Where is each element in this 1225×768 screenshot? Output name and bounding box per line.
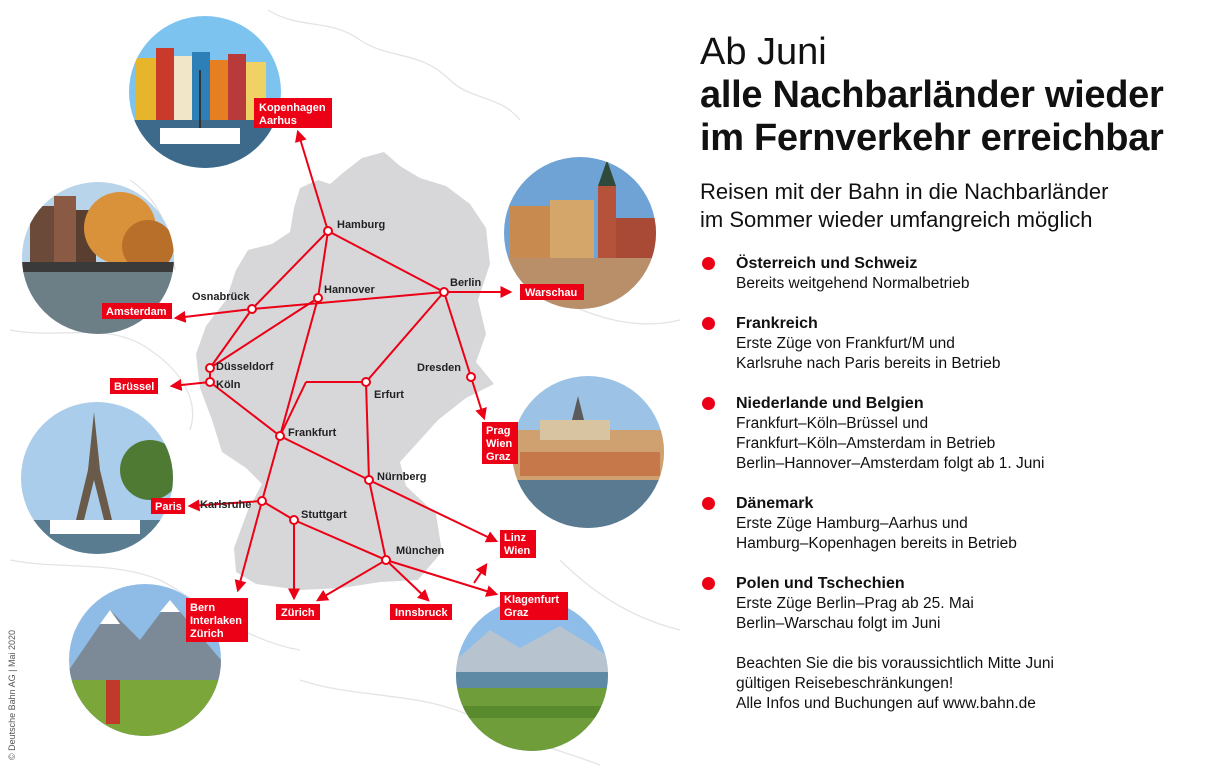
travel-notice <box>700 654 1210 714</box>
subheadline-line2: im Sommer wieder umfangreich möglich <box>700 207 1093 232</box>
country-detail: Berlin–Warschau folgt im Juni <box>736 615 941 632</box>
copenhagen-photo <box>129 16 281 168</box>
dest-zuerich <box>276 604 320 620</box>
dest-bruessel <box>110 378 158 394</box>
svg-text:Zürich: Zürich <box>281 607 315 619</box>
node-koeln <box>206 378 214 386</box>
svg-text:Klagenfurt: Klagenfurt <box>504 594 559 606</box>
subheadline-line1: Reisen mit der Bahn in die Nachbarländer <box>700 179 1109 204</box>
country-title: Dänemark <box>736 495 814 512</box>
country-detail: Hamburg–Kopenhagen bereits in Betrieb <box>736 535 1017 552</box>
country-detail: Frankfurt–Köln–Amsterdam in Betrieb <box>736 435 996 452</box>
city-label-muenchen: München <box>396 545 445 557</box>
svg-text:Paris: Paris <box>155 501 182 513</box>
node-osnabrueck <box>248 305 256 313</box>
country-title: Polen und Tschechien <box>736 575 905 592</box>
country-detail: Erste Züge Hamburg–Aarhus und <box>736 515 968 532</box>
svg-text:Warschau: Warschau <box>525 287 578 299</box>
svg-text:Aarhus: Aarhus <box>259 115 297 127</box>
node-duesseldorf <box>206 364 214 372</box>
city-label-duesseldorf: Düsseldorf <box>216 361 274 373</box>
dest-prag <box>482 422 518 464</box>
headline-main-line1: alle Nachbarländer wieder <box>700 74 1164 116</box>
node-muenchen <box>382 556 390 564</box>
country-item-france <box>700 314 1210 374</box>
country-detail: Frankfurt–Köln–Brüssel und <box>736 415 929 432</box>
country-item-poland-czechia <box>700 574 1210 634</box>
dest-kopenhagen <box>254 98 332 128</box>
country-title: Frankreich <box>736 315 818 332</box>
svg-text:Brüssel: Brüssel <box>114 381 155 393</box>
node-erfurt <box>362 378 370 386</box>
dest-bern <box>186 598 248 642</box>
bullet-dot-icon <box>702 577 715 590</box>
dest-linz <box>500 530 536 558</box>
bullet-dot-icon <box>702 397 715 410</box>
city-label-osnabrueck: Osnabrück <box>192 291 250 303</box>
headline-intro: Ab Juni <box>700 31 827 73</box>
node-berlin <box>440 288 448 296</box>
subheadline <box>700 178 1210 234</box>
country-title: Österreich und Schweiz <box>736 255 918 272</box>
svg-text:Graz: Graz <box>486 451 511 463</box>
dest-paris <box>151 498 185 514</box>
bullet-dot-icon <box>702 497 715 510</box>
bavaria-photo <box>456 599 608 751</box>
paris-photo <box>21 402 180 554</box>
country-list <box>700 254 1210 634</box>
svg-text:Innsbruck: Innsbruck <box>395 607 448 619</box>
node-karlsruhe <box>258 497 266 505</box>
city-label-nuernberg: Nürnberg <box>377 471 427 483</box>
notice-line: Alle Infos und Buchungen auf www.bahn.de <box>736 695 1036 712</box>
svg-text:Graz: Graz <box>504 607 529 619</box>
country-detail: Erste Züge von Frankfurt/M und <box>736 335 955 352</box>
country-detail: Bereits weitgehend Normalbetrieb <box>736 275 970 292</box>
svg-text:Kopenhagen: Kopenhagen <box>259 102 326 114</box>
country-title: Niederlande und Belgien <box>736 395 924 412</box>
country-detail: Berlin–Hannover–Amsterdam folgt ab 1. Juni <box>736 455 1045 472</box>
node-nuernberg <box>365 476 373 484</box>
city-label-stuttgart: Stuttgart <box>301 509 347 521</box>
city-label-dresden: Dresden <box>417 362 462 374</box>
svg-text:Linz: Linz <box>504 532 526 544</box>
dest-amsterdam <box>102 303 172 319</box>
country-detail: Erste Züge Berlin–Prag ab 25. Mai <box>736 595 974 612</box>
bullet-dot-icon <box>702 317 715 330</box>
svg-text:Bern: Bern <box>190 602 216 614</box>
copyright-note: © Deutsche Bahn AG | Mai 2020 <box>7 629 17 760</box>
info-panel <box>700 30 1210 714</box>
dest-klagenfurt <box>500 592 568 620</box>
country-item-austria-switzerland <box>700 254 1210 294</box>
node-dresden <box>467 373 475 381</box>
svg-text:Amsterdam: Amsterdam <box>106 306 167 318</box>
dest-innsbruck <box>390 604 452 620</box>
svg-text:Interlaken: Interlaken <box>190 615 242 627</box>
country-detail: Karlsruhe nach Paris bereits in Betrieb <box>736 355 1001 372</box>
svg-text:Wien: Wien <box>504 545 531 557</box>
city-label-hannover: Hannover <box>324 284 375 296</box>
node-frankfurt <box>276 432 284 440</box>
headline-main-line2: im Fernverkehr erreichbar <box>700 117 1164 159</box>
city-label-hamburg: Hamburg <box>337 219 386 231</box>
country-item-netherlands-belgium <box>700 394 1210 474</box>
notice-line: Beachten Sie die bis voraussichtlich Mitte Juni <box>736 655 1054 672</box>
notice-line: gültigen Reisebeschränkungen! <box>736 675 954 692</box>
node-stuttgart <box>290 516 298 524</box>
svg-text:Prag: Prag <box>486 425 511 437</box>
city-label-frankfurt: Frankfurt <box>288 427 337 439</box>
dest-warschau <box>520 284 584 300</box>
prague-photo <box>512 376 664 528</box>
city-label-berlin: Berlin <box>450 277 482 289</box>
node-hannover <box>314 294 322 302</box>
svg-text:Zürich: Zürich <box>190 628 224 640</box>
country-item-denmark <box>700 494 1210 554</box>
bullet-dot-icon <box>702 257 715 270</box>
svg-text:Wien: Wien <box>486 438 513 450</box>
city-label-karlsruhe: Karlsruhe <box>200 499 252 511</box>
city-label-koeln: Köln <box>216 379 241 391</box>
node-hamburg <box>324 227 332 235</box>
city-label-erfurt: Erfurt <box>374 389 404 401</box>
